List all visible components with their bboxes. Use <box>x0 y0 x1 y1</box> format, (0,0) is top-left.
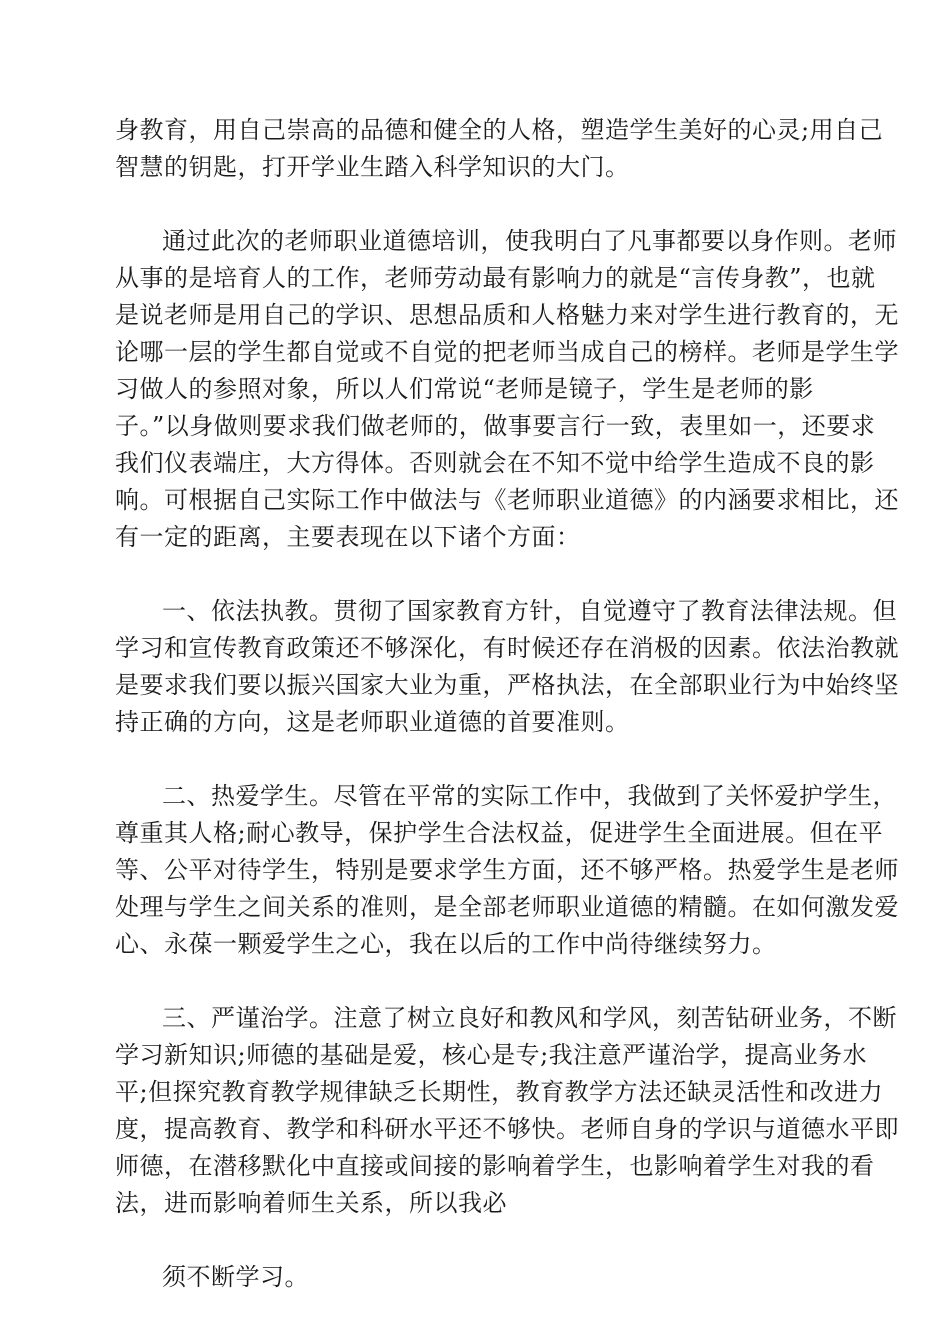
text-line: 师德，在潜移默化中直接或间接的影响着学生，也影响着学生对我的看 <box>115 1152 875 1180</box>
text-line: 心、永葆一颗爱学生之心，我在以后的工作中尚待继续努力。 <box>115 930 777 958</box>
text-line: 有一定的距离，主要表现在以下诸个方面： <box>115 523 581 551</box>
text-line: 一、依法执教。贯彻了国家教育方针，自觉遵守了教育法律法规。但 <box>162 597 897 625</box>
text-line: 是说老师是用自己的学识、思想品质和人格魅力来对学生进行教育的，无 <box>115 301 899 329</box>
text-line: 响。可根据自己实际工作中做法与《老师职业道德》的内涵要求相比，还 <box>115 486 899 514</box>
text-line: 身教育，用自己崇高的品德和健全的人格，塑造学生美好的心灵;用自己 <box>115 116 884 144</box>
text-line: 子。”以身做则要求我们做老师的，做事要言行一致，表里如一，还要求 <box>115 412 876 440</box>
text-line: 尊重其人格;耐心教导，保护学生合法权益，促进学生全面进展。但在平 <box>115 819 884 847</box>
text-line: 须不断学习。 <box>162 1263 309 1291</box>
text-line: 平;但探究教育教学规律缺乏长期性，教育教学方法还缺灵活性和改进力 <box>115 1078 884 1106</box>
text-line: 持正确的方向，这是老师职业道德的首要准则。 <box>115 708 630 736</box>
text-line: 度，提高教育、教学和科研水平还不够快。老师自身的学识与道德水平即 <box>115 1115 899 1143</box>
text-line: 从事的是培育人的工作，老师劳动最有影响力的就是“言传身教”，也就 <box>115 264 876 292</box>
text-line: 法，进而影响着师生关系，所以我必 <box>115 1189 507 1217</box>
text-line: 三、严谨治学。注意了树立良好和教风和学风，刻苦钻研业务，不断 <box>162 1004 897 1032</box>
text-line: 处理与学生之间关系的准则，是全部老师职业道德的精髓。在如何激发爱 <box>115 893 899 921</box>
text-line: 二、热爱学生。尽管在平常的实际工作中，我做到了关怀爱护学生， <box>162 782 897 810</box>
text-line: 习做人的参照对象，所以人们常说“老师是镜子，学生是老师的影 <box>115 375 814 403</box>
text-line: 我们仪表端庄，大方得体。否则就会在不知不觉中给学生造成不良的影 <box>115 449 875 477</box>
text-line: 论哪一层的学生都自觉或不自觉的把老师当成自己的榜样。老师是学生学 <box>115 338 899 366</box>
text-line: 是要求我们要以振兴国家大业为重，严格执法，在全部职业行为中始终坚 <box>115 671 899 699</box>
text-line: 学习新知识;师德的基础是爱，核心是专;我注意严谨治学，提高业务水 <box>115 1041 868 1069</box>
text-line: 智慧的钥匙，打开学业生踏入科学知识的大门。 <box>115 153 630 181</box>
text-line: 通过此次的老师职业道德培训，使我明白了凡事都要以身作则。老师 <box>162 227 897 255</box>
text-line: 学习和宣传教育政策还不够深化，有时候还存在消极的因素。依法治教就 <box>115 634 899 662</box>
text-line: 等、公平对待学生，特别是要求学生方面，还不够严格。热爱学生是老师 <box>115 856 899 884</box>
